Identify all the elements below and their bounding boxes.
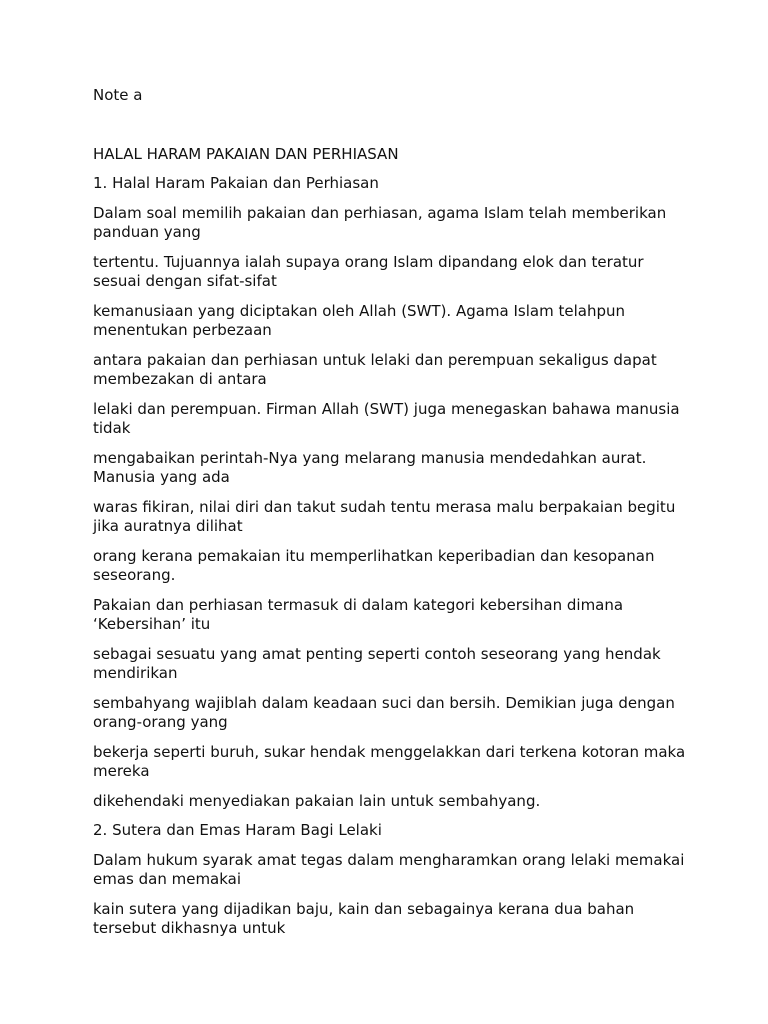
paragraph-line: kain sutera yang dijadikan baju, kain dan sebagainya kerana dua bahan tersebut dikhasnya untuk xyxy=(93,899,635,937)
paragraph-line: tertentu. Tujuannya ialah supaya orang Islam dipandang elok dan teratur sesuai dengan sifat-sifat xyxy=(93,252,644,290)
paragraph-line: sembahyang wajiblah dalam keadaan suci dan bersih. Demikian juga dengan orang-orang yang xyxy=(93,693,675,731)
paragraph-line: antara pakaian dan perhiasan untuk lelaki dan perempuan sekaligus dapat membezakan di antara xyxy=(93,350,657,388)
paragraph-line: lelaki dan perempuan. Firman Allah (SWT) juga menegaskan bahawa manusia tidak xyxy=(93,399,680,437)
paragraph-line: dikehendaki menyediakan pakaian lain untuk sembahyang. xyxy=(93,791,541,810)
paragraph-line: kemanusiaan yang diciptakan oleh Allah (SWT). Agama Islam telahpun menentukan perbezaan xyxy=(93,301,625,339)
paragraph-line: sebagai sesuatu yang amat penting seperti contoh seseorang yang hendak mendirikan xyxy=(93,644,661,682)
paragraph-line: Dalam soal memilih pakaian dan perhiasan, agama Islam telah memberikan panduan yang xyxy=(93,203,667,241)
paragraph-line: mengabaikan perintah-Nya yang melarang manusia mendedahkan aurat. Manusia yang ada xyxy=(93,448,647,486)
paragraph-line: waras fikiran, nilai diri dan takut sudah tentu merasa malu berpakaian begitu jika auratnya dilihat xyxy=(93,497,676,535)
paragraph-line: Dalam hukum syarak amat tegas dalam mengharamkan orang lelaki memakai emas dan memakai xyxy=(93,850,685,888)
document-page xyxy=(93,86,693,949)
main-heading: HALAL HARAM PAKAIAN DAN PERHIASAN xyxy=(93,144,399,163)
section-heading-1: 1. Halal Haram Pakaian dan Perhiasan xyxy=(93,174,379,192)
paragraph-line: orang kerana pemakaian itu memperlihatkan keperibadian dan kesopanan seseorang. xyxy=(93,546,655,584)
paragraph-line: Pakaian dan perhiasan termasuk di dalam kategori kebersihan dimana ‘Kebersihan’ itu xyxy=(93,595,624,633)
section-heading-2: 2. Sutera dan Emas Haram Bagi Lelaki xyxy=(93,821,382,839)
note-label: Note a xyxy=(93,86,143,104)
paragraph-line: bekerja seperti buruh, sukar hendak menggelakkan dari terkena kotoran maka mereka xyxy=(93,742,686,780)
